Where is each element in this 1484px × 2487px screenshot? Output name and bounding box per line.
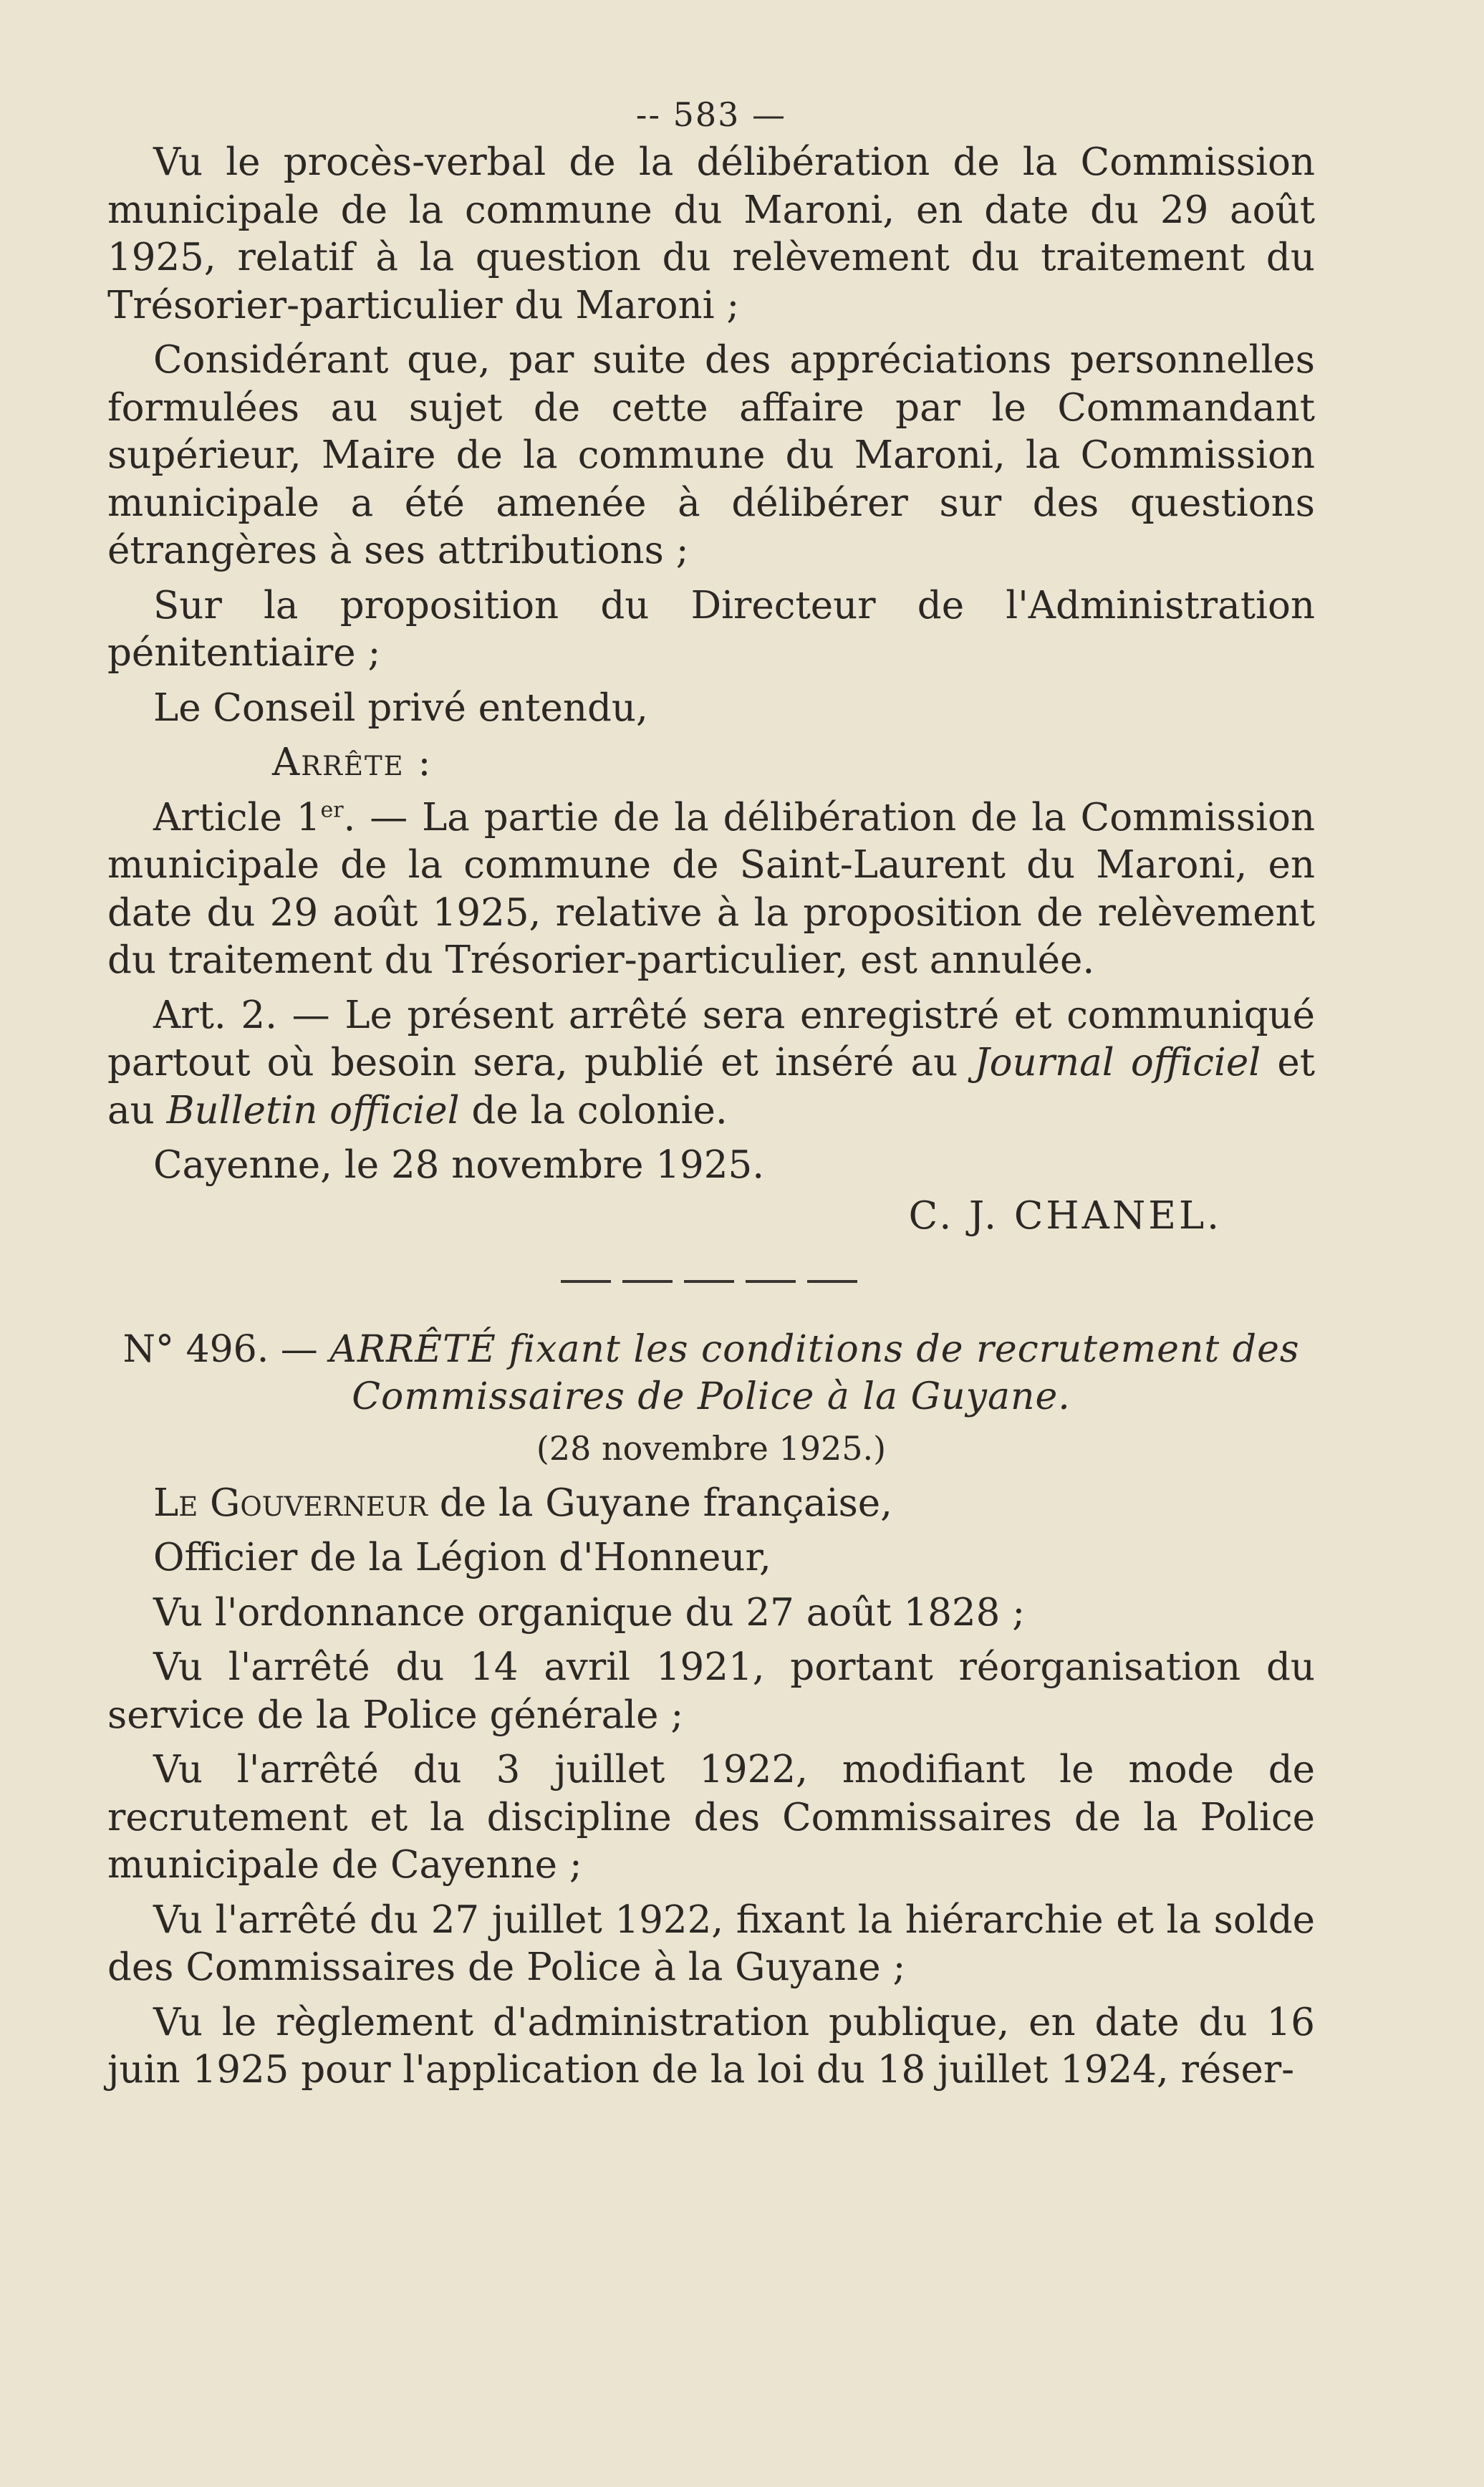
signature: C. J. CHANEL. [908, 1193, 1222, 1238]
governor-rest: de la Guyane française, [427, 1481, 892, 1525]
article-2-text-a: Art. 2. — Le présent arrêté sera enregistré et communiqué partout où besoin sera, publié et inséré au [107, 993, 1315, 1084]
decree-number: N° 496. — [122, 1328, 330, 1371]
bulletin-officiel: Bulletin officiel [166, 1088, 460, 1132]
visa-paragraph: Vu l'arrêté du 27 juillet 1922, fixant la hiérarchie et la solde des Commissaires de Police à la Guyane ; [107, 1897, 1315, 1989]
article-1-sup: er [320, 797, 344, 822]
visa-paragraph: Officier de la Légion d'Honneur, [153, 1536, 771, 1579]
decree-date: (28 novembre 1925.) [536, 1429, 887, 1468]
article-2-text-c: de la colonie. [459, 1088, 728, 1132]
section-divider [561, 1280, 862, 1283]
article-1-text: . — La partie de la délibération de la Commission municipale de la commune de Saint-Laurent du Maroni, en date du 29 août 1925, relative à la proposition de relèvement du traitement du Trésorier-particulier, est annulée. [107, 795, 1315, 982]
considerant-paragraph: Le Conseil privé entendu, [153, 686, 648, 730]
visa-paragraph: Vu l'ordonnance organique du 27 août 1828 ; [153, 1590, 1026, 1635]
visa-paragraph: Vu le règlement d'administration publique, en date du 16 juin 1925 pour l'application de la loi du 18 juillet 1924, réser- [107, 2000, 1315, 2092]
visa-paragraph: Vu l'arrêté du 14 avril 1921, portant réorganisation du service de la Police générale ; [107, 1645, 1315, 1737]
arrete-heading: Arrête : [272, 741, 433, 784]
considerant-paragraph: Considérant que, par suite des appréciations personnelles formulées au sujet de cette affaire par le Commandant supérieur, Maire de la commune du Maroni, la Commission municipale a été amenée à délibérer sur des questions étrangères à ses attributions ; [107, 338, 1315, 572]
journal-officiel: Journal officiel [974, 1041, 1261, 1084]
article-1-prefix: Article 1 [153, 795, 321, 840]
article-2 [107, 992, 1315, 1135]
decree-title [107, 1326, 1315, 1420]
date-line: Cayenne, le 28 novembre 1925. [153, 1143, 765, 1187]
article-2-text-b: et au [107, 1041, 1315, 1132]
page-number: -- 583 — [635, 95, 787, 134]
article-1 [107, 794, 1315, 985]
considerant-paragraph: Vu le procès-verbal de la délibération de la Commission municipale de la commune du Maroni, en date du 29 août 1925, relatif à la question du relèvement du traitement du Trésorier-particulier du Maroni ; [107, 140, 1315, 327]
considerant-paragraph: Sur la proposition du Directeur de l'Administration pénitentiaire ; [107, 583, 1315, 675]
visa-paragraph: Vu l'arrêté du 3 juillet 1922, modifiant le mode de recrutement et la discipline des Commissaires de la Police municipale de Cayenne ; [107, 1748, 1315, 1887]
decree-title-text: ARRÊTÉ fixant les conditions de recrutement des Commissaires de Police à la Guyane. [329, 1328, 1300, 1418]
governor-line [107, 1480, 1315, 1528]
page-content [107, 93, 1315, 2094]
governor-caps: Le Gouverneur [153, 1481, 428, 1525]
